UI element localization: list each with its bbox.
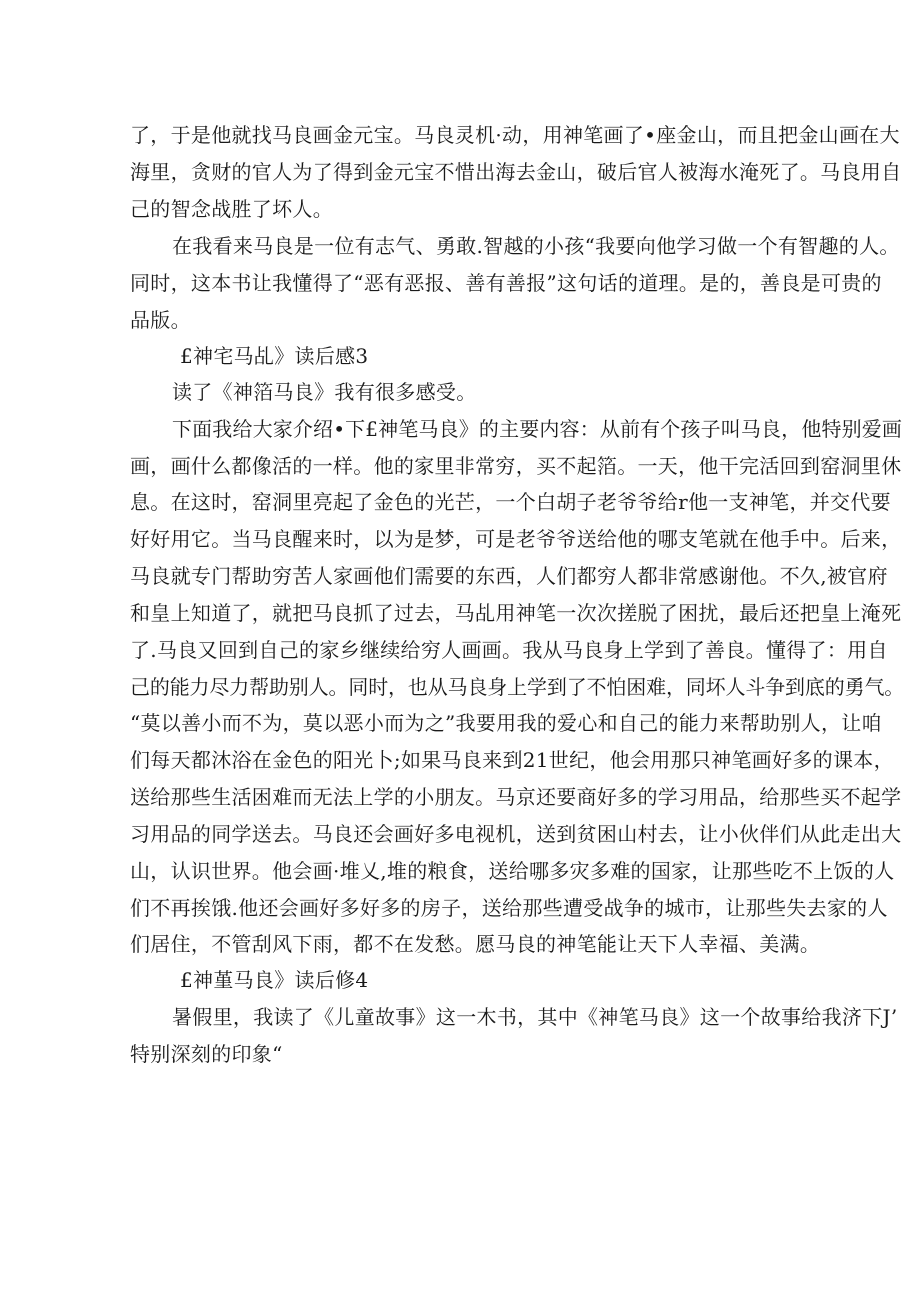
text-line: 同时，这本书让我懂得了“恶有恶报、善有善报”这句话的道理。是的，善良是可贵的	[130, 271, 882, 295]
section-heading: £神宅马乩》读后感3	[180, 344, 369, 368]
text-line: 在我看来马良是一位有志气、勇敢.智越的小孩“我要向他学习做一个有智趣的人。	[172, 234, 900, 258]
text-line: 山，认识世界。他会画·堆乂,堆的粮食，送给哪多灾多难的国家，让那些吃不上饭的人	[130, 859, 895, 883]
text-line: 了.马良又回到自己的家乡继续给穷人画画。我从马良身上学到了善良。懂得了：用自	[130, 638, 888, 662]
text-line: 己的能力尽力帮助别人。同时，也从马良身上学到了不怕困难，同坏人斗争到底的勇气。	[130, 675, 905, 699]
text-line: 特别深刻的印象“	[130, 1042, 283, 1066]
text-line: 下面我给大家介绍•下£神笔马良》的主要内容：从前有个孩子叫马良，他特别爱画	[172, 417, 903, 441]
text-line: 画，画什么都像活的一样。他的家里非常穷，买不起箔。一天，他干完活回到窑洞里休	[130, 454, 902, 478]
text-line: 品版。	[130, 308, 191, 332]
text-line: 读了《神箔马良》我有很多感受。	[172, 380, 477, 404]
text-line: “莫以善小而不为，莫以恶小而为之”我要用我的爱心和自己的能力来帮助别人，让咱	[130, 711, 882, 735]
text-line: 们居住，不管刮风下雨，都不在发愁。愿马良的神笔能让天下人幸福、美满。	[130, 932, 821, 956]
text-line: 送给那些生活困难而无法上学的小朋友。马京还要商好多的学习用品，给那些买不起学	[130, 785, 902, 809]
text-line: 们不再挨饿.他还会画好多好多的房子，送给那些遭受战争的城市，让那些失去家的人	[130, 896, 888, 920]
section-heading: £神堇马良》读后修4	[180, 968, 369, 992]
text-line: 们每天都沐浴在金色的阳光卜;如果马良来到21世纪，他会用那只神笔画好多的课本，	[130, 748, 894, 772]
text-line: 和皇上知道了，就把马良抓了过去，马乩用神笔一次次搓脱了困扰，最后还把皇上淹死	[130, 601, 902, 625]
text-line: 息。在这时，窑洞里亮起了金色的光芒，一个白胡子老爷爷给r他一支神笔，并交代要	[130, 490, 891, 514]
text-line: 好好用它。当马良醒来时，以为是梦，可是老爷爷送给他的哪支笔就在他手中。后来，	[130, 527, 902, 551]
text-line: 习用品的同学送去。马良还会画好多电视机，送到贫困山村去，让小伙伴们从此走出大	[130, 822, 902, 846]
text-line: 马良就专门帮助穷苦人家画他们需要的东西，人们都穷人都非常感谢他。不久,被官府	[130, 564, 888, 588]
text-line: 海里，贪财的官人为了得到金元宝不惜出海去金山，破后官人被海水淹死了。马良用自	[130, 160, 902, 184]
text-line: 己的智念战胜了坏人。	[130, 197, 333, 221]
text-line: 暑假里，我读了《儿童故事》这一木书，其中《神笔马良》这一个故事给我济下J’	[172, 1005, 898, 1029]
text-line: 了，于是他就找马良画金元宝。马良灵机·动，用神笔画了•座金山，而且把金山画在大	[130, 123, 900, 147]
